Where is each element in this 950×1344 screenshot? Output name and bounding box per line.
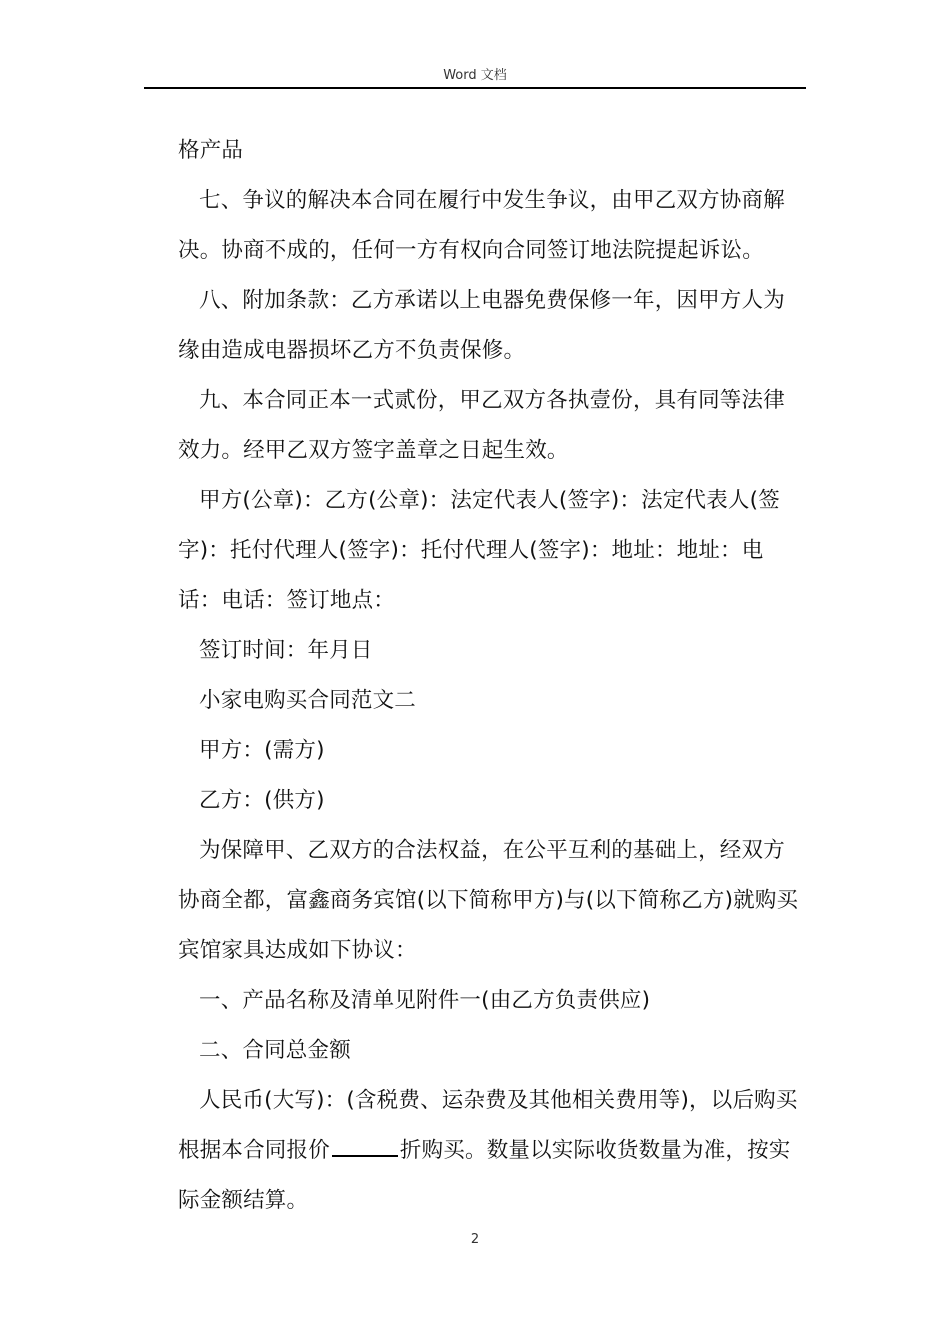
amount-text-before: 人民币(大写)：(含税费、运杂费及其他相关费用等)，以后购买根据本合同报价 [178, 1088, 798, 1163]
paragraph-party-a: 甲方：(需方) [199, 738, 325, 763]
paragraph-clause-8: 八、附加条款：乙方承诺以上电器免费保修一年，因甲方人为缘由造成电器损坏乙方不负责保修。 [178, 288, 785, 363]
page-number: 2 [470, 1232, 480, 1247]
paragraph-amount [178, 1076, 806, 1226]
amount-text-after: 折购买。数量以实际收货数量为准，按实际金额结算。 [178, 1138, 791, 1213]
header-divider [144, 87, 806, 89]
paragraph-signatures: 甲方(公章)：乙方(公章)：法定代表人(签字)：法定代表人(签字)：托付代理人(签字)：托付代理人(签字)：地址：地址：电话：电话：签订地点： [178, 488, 780, 613]
document-header: Word 文档 [443, 68, 507, 83]
paragraph-item-2: 二、合同总金额 [199, 1038, 351, 1063]
paragraph-party-b: 乙方：(供方) [199, 788, 325, 813]
paragraph-section-title: 小家电购买合同范文二 [199, 688, 417, 713]
paragraph-item-1: 一、产品名称及清单见附件一(由乙方负责供应) [199, 988, 651, 1013]
paragraph-clause-9: 九、本合同正本一式贰份，甲乙双方各执壹份，具有同等法律效力。经甲乙双方签字盖章之日起生效。 [178, 388, 785, 463]
paragraph-continuation: 格产品 [178, 138, 244, 163]
paragraph-preamble: 为保障甲、乙双方的合法权益，在公平互利的基础上，经双方协商全都，富鑫商务宾馆(以下简称甲方)与(以下简称乙方)就购买宾馆家具达成如下协议： [178, 838, 799, 963]
document-body [178, 126, 806, 1226]
discount-blank-line [332, 1133, 398, 1157]
paragraph-sign-date: 签订时间：年月日 [199, 638, 373, 663]
paragraph-clause-7: 七、争议的解决本合同在履行中发生争议，由甲乙双方协商解决。协商不成的，任何一方有权向合同签订地法院提起诉讼。 [178, 188, 785, 263]
